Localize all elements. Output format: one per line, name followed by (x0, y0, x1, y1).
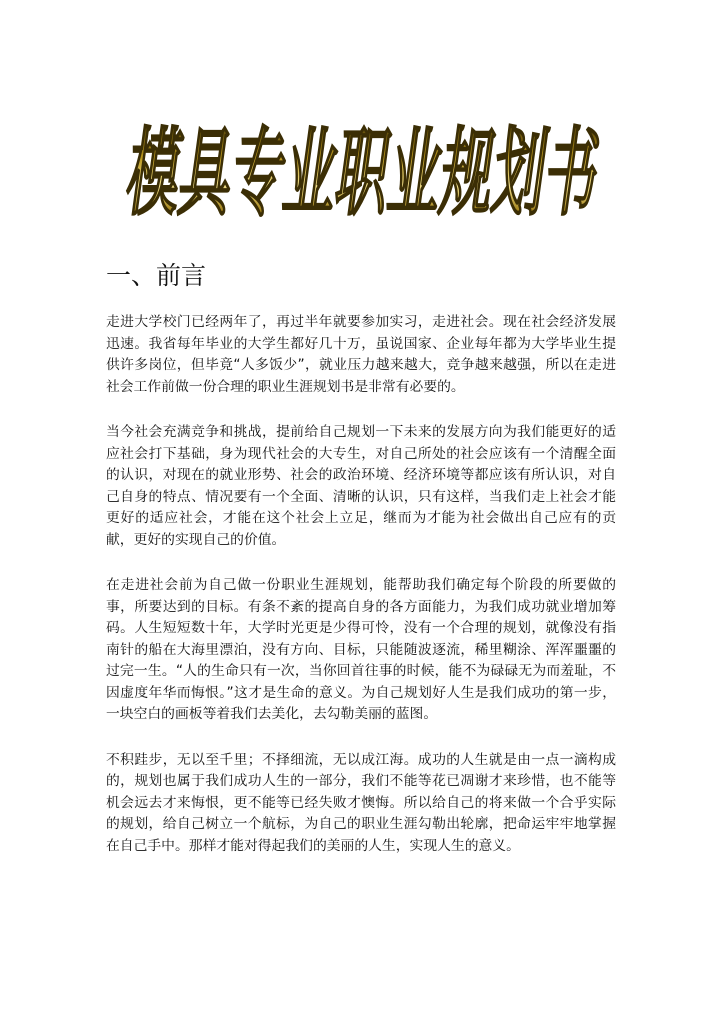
paragraph: 走进大学校门已经两年了，再过半年就要参加实习，走进社会。现在社会经济发展迅速。我省每年毕业的大学生都好几十万，虽说国家、企业每年都为大学毕业生提供许多岗位，但毕竟“人多饭少”，就业压力越来越大，竞争越来越强，所以在走进社会工作前做一份合理的职业生涯规划书是非常有必要的。 (106, 314, 616, 395)
paragraph: 当今社会充满竞争和挑战，提前给自己规划一下未来的发展方向为我们能更好的适应社会打下基础，身为现代社会的大专生，对自己所处的社会应该有一个清醒全面的认识，对现在的就业形势、社会的政治环境、经济环境等都应该有所认识，对自己自身的特点、情况要有一个全面、清晰的认识，只有这样，当我们走上社会才能更好的适应社会，才能在这个社会上立足，继而为才能为社会做出自己应有的贡献，更好的实现自己的价值。 (106, 424, 616, 548)
paragraph: 在走进社会前为自己做一份职业生涯规划，能帮助我们确定每个阶段的所要做的事，所要达到的目标。有条不紊的提高自身的各方面能力，为我们成功就业增加筹码。人生短短数十年，大学时光更是少得可怜，没有一个合理的规划，就像没有指南针的船在大海里漂泊，没有方向、目标，只能随波逐流，稀里糊涂、浑浑噩噩的过完一生。“人的生命只有一次，当你回首往事的时候，能不为碌碌无为而羞耻，不因虚度年华而悔恨。”这才是生命的意义。为自己规划好人生是我们成功的第一步，一块空白的画板等着我们去美化，去勾勒美丽的蓝图。 (106, 577, 616, 722)
document-title: 模具专业职业规划书 (124, 118, 603, 230)
title-wordart (118, 84, 603, 256)
section-heading: 一、前言 (106, 261, 207, 290)
paragraph: 不积跬步，无以至千里；不择细流，无以成江海。成功的人生就是由一点一滴构成的，规划也属于我们成功人生的一部分，我们不能等花已凋谢才来珍惜，也不能等机会远去才来悔恨，更不能等已经失败才懊悔。所以给自己的将来做一个合乎实际的规划，给自己树立一个航标，为自己的职业生涯勾勒出轮廓，把命运牢牢地掌握在自己手中。那样才能对得起我们的美丽的人生，实现人生的意义。 (106, 751, 616, 854)
document-body (106, 312, 616, 881)
title-wordart-graphic (118, 84, 603, 256)
